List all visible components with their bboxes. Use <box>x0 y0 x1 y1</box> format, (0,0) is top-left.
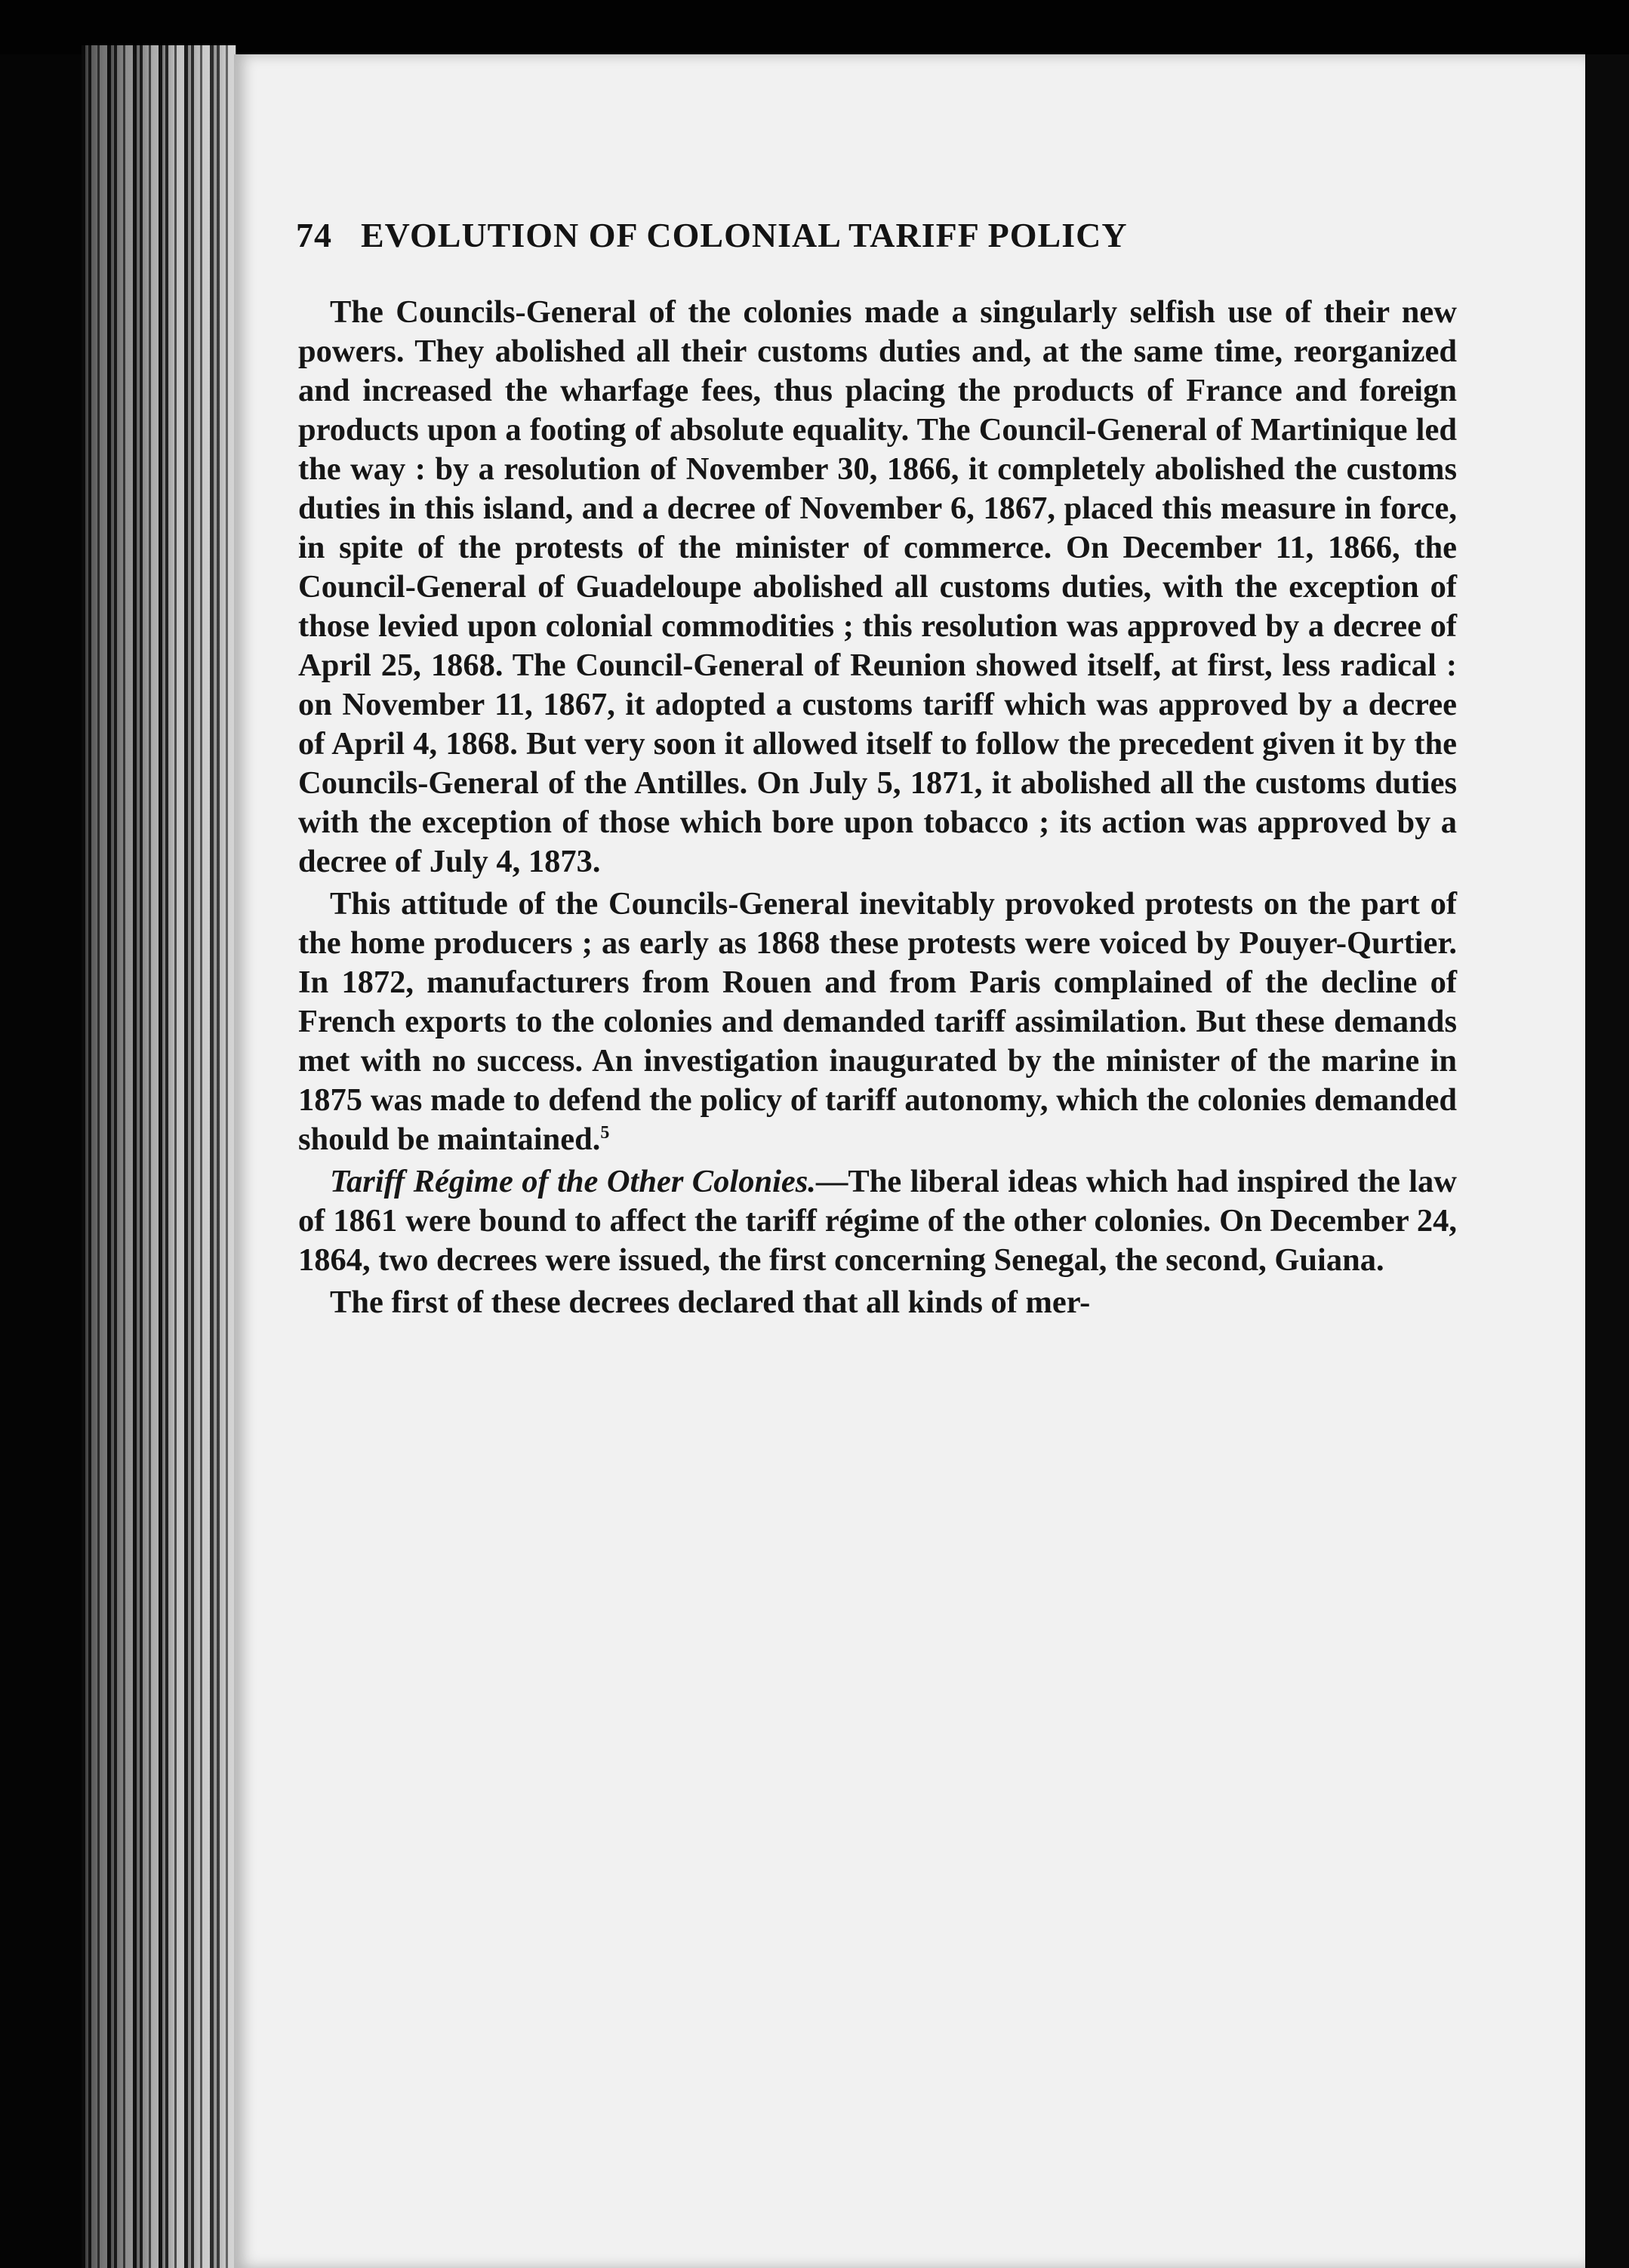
spine-shadow <box>82 45 236 2268</box>
running-title: EVOLUTION OF COLONIAL TARIFF POLICY <box>361 216 1128 254</box>
scan-border-right <box>1585 54 1629 2268</box>
paragraph-3 <box>298 1162 1457 1280</box>
section-heading: Tariff Régime of the Other Colonies. <box>330 1164 816 1199</box>
body-text <box>298 293 1457 1325</box>
page-number: 74 <box>296 216 332 254</box>
paragraph-4-text: The first of these decrees declared that all kinds of mer- <box>330 1285 1091 1320</box>
running-head <box>296 215 1443 268</box>
paragraph-1-text: The Councils-General of the colonies made a singularly selfish use of their new powers. They abolished all their customs duties and, at the same time, reorganized and increased the wharfage fees, thus placing the products of France and foreign products upon a footing of absolute equality. The Council-General of Martinique led the way : by a resolution of November 30, 1866, it completely abolished the customs duties in this island, and a decree of November 6, 1867, placed this measure in force, in spite of the protests of the minister of commerce. On December 11, 1866, the Council-General of Guadeloupe abolished all customs duties, with the exception of those levied upon colonial commodities ; this resolution was approved by a decree of April 25, 1868. The Council-General of Reunion showed itself, at first, less radical : on November 11, 1867, it adopted a customs tariff which was approved by a decree of April 4, 1868. But very soon it allowed itself to follow the precedent given it by the Councils-General of the Antilles. On July 5, 1871, it abolished all the customs duties with the exception of those which bore upon tobacco ; its action was approved by a decree of July 4, 1873. <box>298 294 1457 879</box>
paragraph-3-text: —The liberal ideas which had inspired the law of 1861 were bound to affect the tariff régime of the other colonies. On December 24, 1864, two decrees were issued, the first concerning Senegal, the second, Guiana. <box>298 1164 1457 1278</box>
footnote-marker: 5 <box>600 1122 610 1143</box>
paragraph-1 <box>298 293 1457 882</box>
paragraph-4 <box>298 1283 1457 1322</box>
paragraph-2 <box>298 885 1457 1159</box>
paragraph-2-text: This attitude of the Councils-General inevitably provoked protests on the part of the home producers ; as early as 1868 these protests were voiced by Pouyer-Qurtier. In 1872, manufacturers from Rouen and from Paris complained of the decline of French exports to the colonies and demanded tariff assimilation. But these demands met with no success. An investigation inaugurated by the minister of the marine in 1875 was made to defend the policy of tariff autonomy, which the colonies demanded should be maintained. <box>298 886 1457 1157</box>
scan-border-top <box>0 0 1629 54</box>
